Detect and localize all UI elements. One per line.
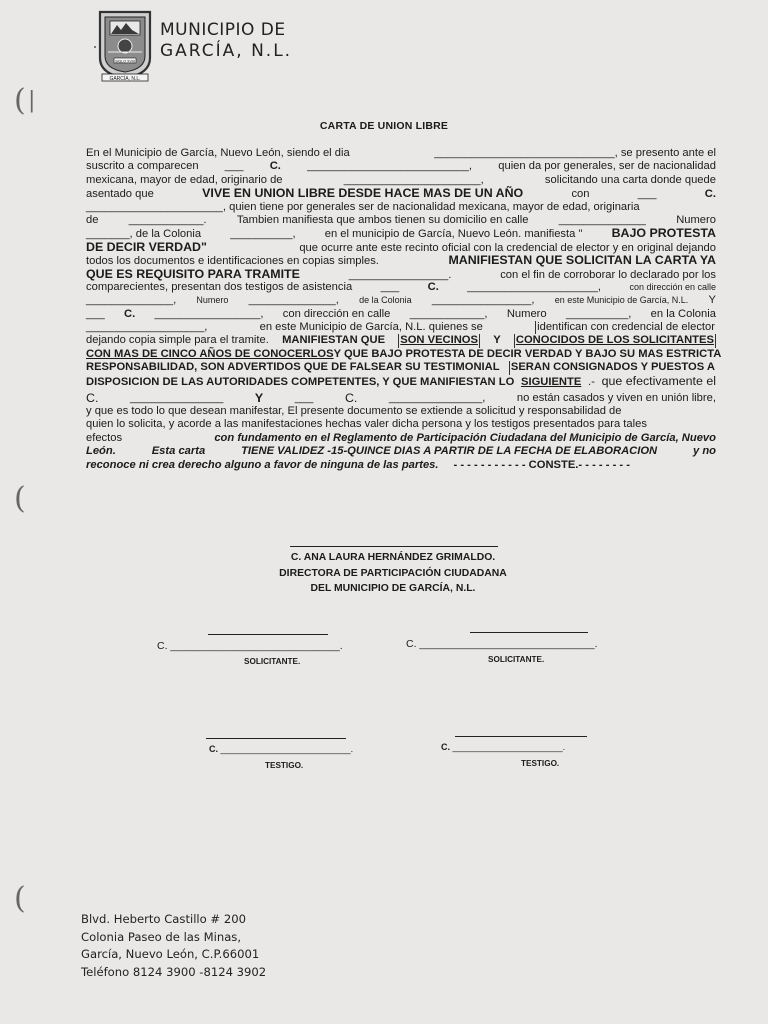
body-text: MANIFIESTAN QUE [282, 334, 386, 347]
body-line [86, 214, 716, 227]
body-line [86, 418, 716, 431]
body-text: _______________, [388, 391, 486, 404]
body-line [86, 375, 716, 388]
body-text: ________________. [348, 268, 452, 281]
body-text: identifican con credencial de elector [537, 321, 715, 334]
body-text: DE DECIR VERDAD" [86, 239, 207, 254]
footer-address [81, 911, 266, 981]
body-line [86, 432, 716, 445]
body-text: ____________, [409, 307, 488, 320]
signature-line [206, 738, 346, 739]
body-text: __________________________, [307, 160, 473, 173]
body-text: mexicana, mayor de edad, originario de [86, 173, 283, 186]
body-text: C. [124, 307, 136, 320]
signature-line [208, 634, 328, 635]
body-line [86, 227, 716, 240]
body-text: Y QUE BAJO PROTESTA DE DECIR VERDAD Y BAJO SU MAS ESTRICTA [333, 347, 722, 360]
body-text: de la Colonia [359, 295, 412, 306]
testigo-label: TESTIGO. [521, 759, 560, 768]
body-line [86, 294, 716, 307]
solicitante-field: C. _____________________________. [157, 640, 343, 652]
body-text: comparecientes, presentan dos testigos de asistencia [86, 280, 353, 293]
body-text: León. [86, 445, 116, 458]
body-text: ______________________, [343, 173, 484, 186]
body-text: CON MAS DE CINCO AÑOS DE CONOCERLOS [86, 347, 334, 360]
binder-hole-mark: ( [14, 83, 26, 118]
body-text: Y [254, 390, 264, 405]
solicitante-label: SOLICITANTE. [244, 657, 301, 666]
body-text: BAJO PROTESTA [611, 226, 716, 241]
body-text: _____________________________, se presento ante el [434, 147, 716, 159]
scan-speck [94, 46, 96, 48]
body-text: Numero [506, 307, 547, 320]
body-text: __________, [230, 228, 296, 241]
body-text: __________, [565, 307, 632, 320]
body-text: en este Municipio de García, N.L. quienes se [259, 321, 483, 334]
body-text: ___ [224, 160, 244, 173]
municipal-seal-icon [96, 8, 154, 84]
body-text: ______________, [248, 294, 339, 307]
body-text: Numero [196, 295, 229, 306]
body-text: quien lo solicita, y acorde a las manifestaciones hechas valer dicha persona y los testigos presentados para tales [86, 418, 647, 431]
body-text: C. [427, 280, 439, 293]
body-text: QUE ES REQUISITO PARA TRAMITE [86, 266, 300, 281]
body-line [86, 321, 716, 334]
municipality-line-2: GARCÍA, N.L. [160, 41, 293, 61]
body-text: Numero [676, 213, 716, 226]
body-line [86, 241, 716, 254]
body-line [86, 334, 716, 347]
body-line [86, 445, 716, 458]
body-text: en el municipio de García, Nuevo León. manifiesta " [324, 228, 583, 241]
body-text: que efectivamente el [601, 373, 716, 388]
body-text: C. [344, 390, 358, 405]
body-line [86, 361, 716, 374]
body-text: suscrito a comparecen [86, 160, 199, 173]
body-text: efectos [86, 431, 123, 444]
body-text: quien da por generales, ser de nacionalidad [498, 160, 716, 173]
body-line [86, 308, 716, 321]
body-text: con dirección en calle [282, 307, 391, 320]
body-text: En el Municipio de García, Nuevo León, siendo el dia [86, 147, 350, 159]
body-text: que ocurre ante este recinto oficial con la credencial de elector y en original dejando [299, 241, 716, 254]
body-text: no están casados y viven en unión libre, [516, 391, 716, 404]
director-block [0, 550, 768, 597]
director-role: DIRECTORA DE PARTICIPACIÓN CIUDADANA [279, 567, 507, 579]
body-text: _______________ [129, 391, 224, 404]
body-text: en este Municipio de García, N.L. [554, 295, 689, 306]
body-text: con fundamento en el Reglamento de Participación Ciudadana del Municipio de García, Nuevo [214, 431, 716, 444]
body-line [86, 281, 716, 294]
body-text: y que es todo lo que desean manifestar, El presente documento se extiende a solicitud y responsabilidad de [86, 405, 622, 418]
body-text: ___ [86, 307, 105, 320]
body-text: y no [693, 445, 716, 458]
body-text: Y [708, 294, 716, 307]
director-municipality: DEL MUNICIPIO DE GARCÍA, N.L. [310, 583, 476, 594]
body-text: ______________ [558, 213, 646, 226]
body-line [86, 160, 716, 173]
body-text: TIENE VALIDEZ -15-QUINCE DIAS A PARTIR DE LA FECHA DE ELABORACION [241, 445, 658, 458]
testigo-field: C. ______________________. [441, 742, 566, 752]
body-line [86, 187, 716, 200]
body-line [86, 201, 716, 214]
testigo-field: C. __________________________. [209, 744, 354, 754]
body-text: en la Colonia [650, 307, 716, 320]
footer-street: Blvd. Heberto Castillo # 200 [81, 912, 246, 926]
body-text: con dirección en calle [629, 281, 716, 292]
body-text: ___ [294, 391, 314, 404]
body-line [86, 347, 722, 361]
body-text: ___ [380, 280, 400, 293]
body-text: con [571, 188, 590, 201]
footer-colonia: Colonia Paseo de las Minas, [81, 929, 242, 944]
body-line [86, 405, 716, 418]
testigo-label: TESTIGO. [265, 761, 304, 770]
body-text: reconoce ni crea derecho alguno a favor de ninguna de las partes. [86, 458, 439, 471]
body-text: ______________, [86, 294, 177, 307]
body-line [86, 388, 716, 405]
body-text: de [86, 213, 99, 226]
director-signature-line [290, 546, 498, 547]
body-text: todos los documentos e identificaciones en copias simples. [86, 255, 379, 268]
body-text: _____________________, [467, 280, 602, 293]
body-text: C. [86, 390, 99, 405]
body-text: _________________, [154, 307, 264, 320]
binder-hole-mark: ( [14, 881, 26, 916]
body-text: ___________________, [86, 321, 208, 334]
body-text: CONOCIDOS DE LOS SOLICITANTES [515, 334, 714, 347]
body-text: ________________, [431, 294, 535, 307]
body-text: dejando copia simple para el tramite. [86, 334, 269, 347]
director-name: C. ANA LAURA HERNÁNDEZ GRIMALDO. [290, 552, 496, 563]
body-text: VIVE EN UNION LIBRE DESDE HACE MAS DE UN AÑO [202, 186, 524, 201]
signature-line [470, 632, 588, 633]
body-text: SERAN CONSIGNADOS Y PUESTOS A [510, 361, 715, 374]
body-text: SIGUIENTE [521, 375, 582, 388]
body-line [86, 254, 716, 267]
signature-line [455, 736, 587, 737]
solicitante-label: SOLICITANTE. [488, 655, 545, 664]
body-text: .- [588, 375, 595, 388]
body-line [86, 459, 716, 472]
footer-city: García, Nuevo León, C.P.66001 [81, 947, 260, 962]
document-body [86, 147, 722, 472]
body-text: Y [493, 334, 501, 347]
body-text: Tambien manifiesta que ambos tienen su domicilio en calle [236, 213, 529, 226]
seal-bottom-text: GARCÍA, N.L. [109, 76, 141, 82]
body-text: MANIFIESTAN QUE SOLICITAN LA CARTA YA [448, 253, 716, 268]
body-text: C. [704, 188, 716, 201]
body-text: Esta carta [151, 445, 206, 458]
body-text: ___ [637, 188, 657, 201]
body-text: DISPOSICION DE LAS AUTORIDADES COMPETENTES, Y QUE MANIFIESTAN LO [86, 375, 515, 388]
body-text: ______________________, quien tiene por generales ser de nacionalidad mexicana, mayor de edad, originaria [86, 200, 640, 213]
body-text: con el fin de corroborar lo declarado por los [500, 268, 716, 281]
municipality-name [160, 20, 292, 62]
seal-year-text: SIGLO XVIII [115, 59, 135, 64]
conste-text: - - - - - - - - - - - CONSTE.- - - - - - - - [453, 458, 630, 471]
body-text: _______, de la Colonia [86, 228, 202, 241]
body-text: C. [269, 160, 281, 173]
body-text: asentado que [86, 188, 154, 201]
document-title: CARTA DE UNION LIBRE [319, 120, 449, 132]
footer-phone: Teléfono 8124 3900 -8124 3902 [81, 964, 267, 979]
body-line [86, 268, 716, 281]
solicitante-field: C. ______________________________. [406, 638, 598, 650]
body-text: ____________. [128, 213, 207, 226]
municipality-line-1: MUNICIPIO DE [160, 20, 286, 40]
body-text: RESPONSABILIDAD, SON ADVERTIDOS QUE DE FALSEAR SU TESTIMONIAL [86, 361, 500, 374]
body-line [86, 147, 716, 160]
body-text: solicitando una carta donde quede [544, 173, 716, 186]
binder-hole-mark: | [28, 88, 36, 113]
binder-hole-mark: ( [14, 481, 26, 516]
body-text: SON VECINOS [400, 334, 478, 347]
